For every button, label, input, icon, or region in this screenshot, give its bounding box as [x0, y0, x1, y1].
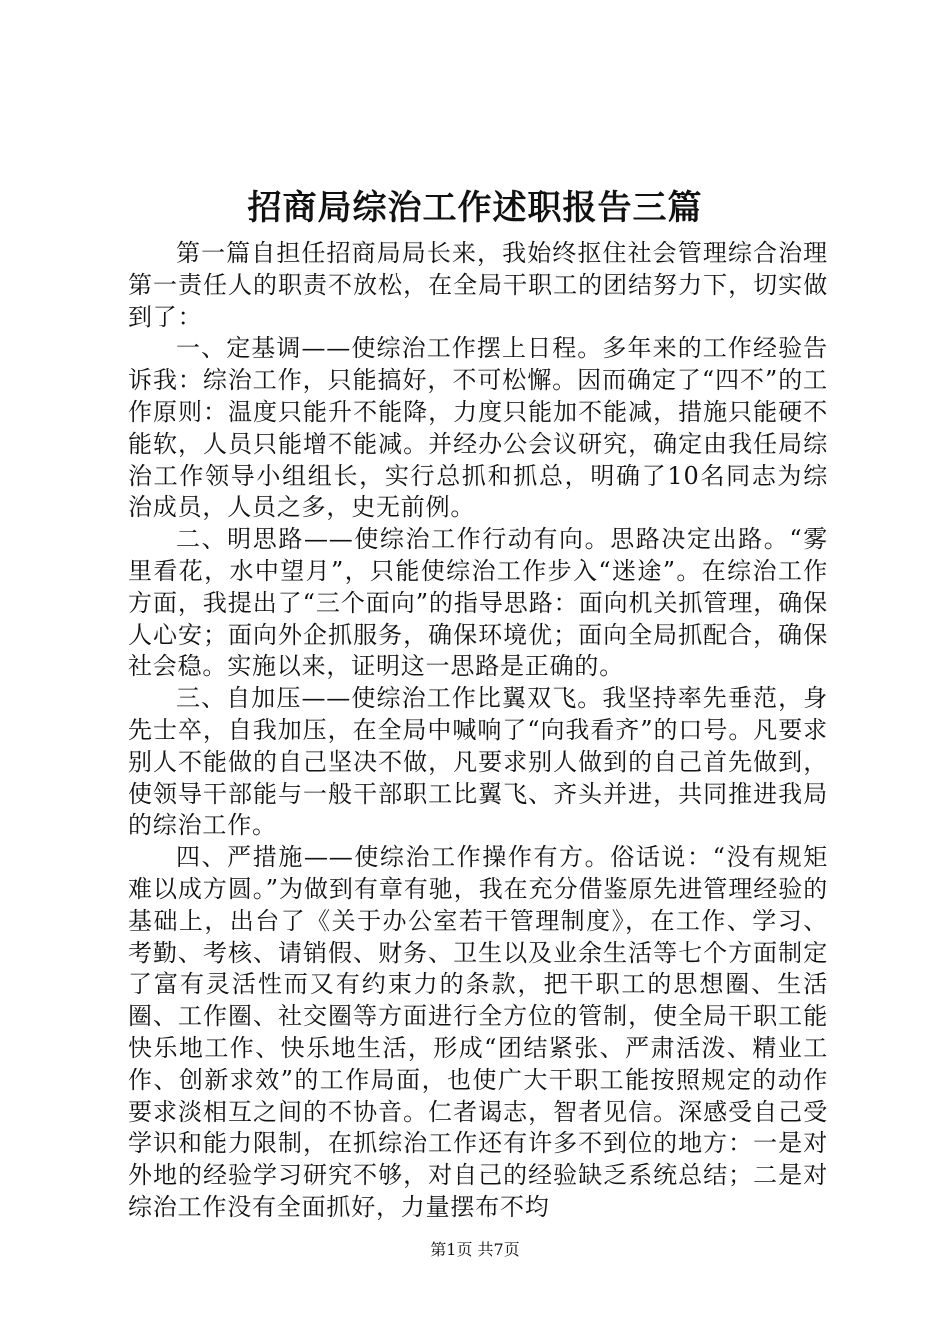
paragraph-section-3: 三、自加压——使综治工作比翼双飞。我坚持率先垂范，身先士卒，自我加压，在全局中喊响了“向我看齐”的口号。凡要求别人不能做的自己坚决不做，凡要求别人做到的自己首先做到，使领导干部能与一般干部职工比翼飞、齐头并进，共同推进我局的综治工作。 [128, 684, 828, 840]
document-title: 招商局综治工作述职报告三篇 [247, 188, 703, 228]
paragraph-section-4: 四、严措施——使综治工作操作有方。俗话说：“没有规矩难以成方圆。”为做到有章有驰，我在充分借鉴原先进管理经验的基础上，出台了《关于办公室若干管理制度》，在工作、学习、考勤、考核、请销假、财务、卫生以及业余生活等七个方面制定了富有灵活性而又有约束力的条款，把干职工的思想圈、生活圈、工作圈、社交圈等方面进行全方位的管制，使全局干职工能快乐地工作、快乐地生活，形成“团结紧张、严肃活泼、精业工作、创新求效”的工作局面，也使广大干职工能按照规定的动作要求淡相互之间的不协音。仁者谒志，智者见信。深感受自己受学识和能力限制，在抓综治工作还有许多不到位的地方：一是对外地的经验学习研究不够，对自己的经验缺乏系统总结；二是对综治工作没有全面抓好，力量摆布不均 [128, 843, 828, 1221]
paragraph-section-1: 一、定基调——使综治工作摆上日程。多年来的工作经验告诉我：综治工作，只能搞好，不可松懈。因而确定了“四不”的工作原则：温度只能升不能降，力度只能加不能减，措施只能硬不能软，人员只能增不能减。并经办公会议研究，确定由我任局综治工作领导小组组长，实行总抓和抓总，明确了10名同志为综治成员，人员之多，史无前例。 [128, 334, 828, 522]
paragraph-section-2: 二、明思路——使综治工作行动有向。思路决定出路。“雾里看花，水中望月”，只能使综治工作步入“迷途”。在综治工作方面，我提出了“三个面向”的指导思路：面向机关抓管理，确保人心安；面向外企抓服务，确保环境优；面向全局抓配合，确保社会稳。实施以来，证明这一思路是正确的。 [128, 525, 828, 681]
document-body [128, 238, 828, 1224]
page-number-footer: 第1页 共7页 [430, 1240, 520, 1259]
paragraph-intro: 第一篇自担任招商局局长来，我始终抠住社会管理综合治理第一责任人的职责不放松，在全局干职工的团结努力下，切实做到了： [128, 239, 828, 331]
